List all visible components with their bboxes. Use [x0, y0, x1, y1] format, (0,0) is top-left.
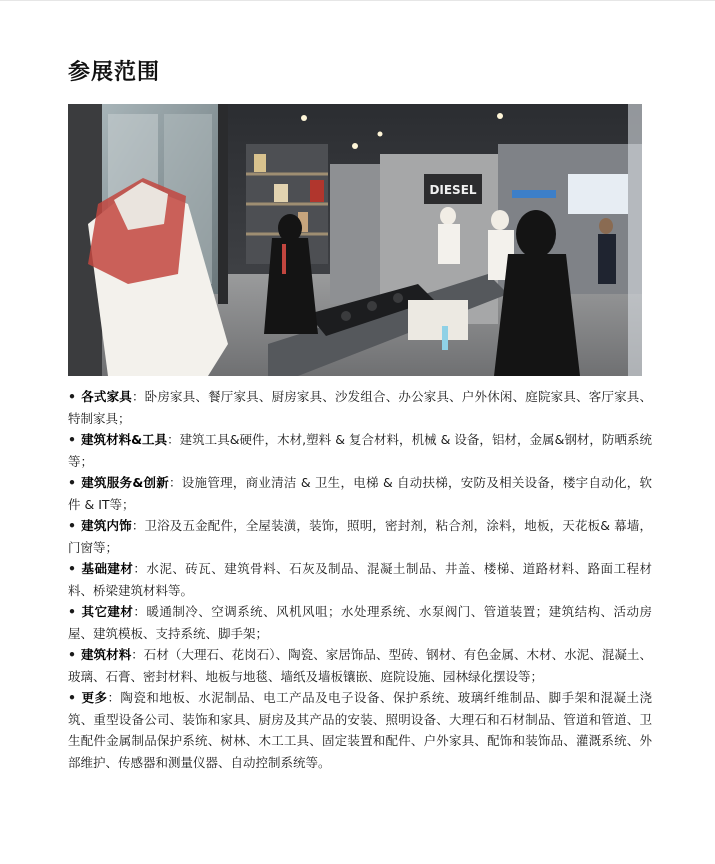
scope-text: ：建筑工具&硬件，木材,塑料 & 复合材料，机械 & 设备，铝材，金属&钢材，防晒系统等；: [68, 432, 652, 469]
exhibition-photo: [68, 104, 642, 376]
diesel-sign: DIESEL: [429, 183, 477, 197]
scope-text: ：水泥、砖瓦、建筑骨料、石灰及制品、混凝土制品、井盖、楼梯、道路材料、路面工程材料、桥梁建筑材料等。: [68, 561, 652, 598]
scope-item-basic-materials: [68, 558, 652, 601]
scope-term: 建筑材料: [81, 647, 132, 662]
scope-term: 各式家具: [81, 389, 132, 404]
scope-text: ：暖通制冷、空调系统、风机风咀；水处理系统、水泵阀门、管道装置；建筑结构、活动房屋、建筑模板、支持系统、脚手架；: [68, 604, 652, 641]
exhibition-booth-illustration: [68, 104, 642, 376]
scope-term: 基础建材: [81, 561, 134, 576]
scope-term: 建筑服务&创新: [81, 475, 170, 490]
scope-term: 建筑内饰: [81, 518, 132, 533]
scope-term: 更多: [81, 690, 108, 705]
scope-item-building-services: [68, 472, 652, 515]
scope-text: ：陶瓷和地板、水泥制品、电工产品及电子设备、保护系统、玻璃纤维制品、脚手架和混凝土浇筑、重型设备公司、装饰和家具、厨房及其产品的安装、照明设备、大理石和石材制品、管道和管道、卫生配件金属制品保护系统、树林、木工工具、固定装置和配件、户外家具、配饰和装饰品、灌溉系统、外部维护、传感器和测量仪器、自动控制系统等。: [68, 690, 652, 770]
scope-text: ：卫浴及五金配件，全屋装潢，装饰，照明，密封剂，粘合剂，涂料，地板，天花板& 幕墙，门窗等；: [68, 518, 652, 555]
scope-text: ：石材（大理石、花岗石）、陶瓷、家居饰品、型砖、钢材、有色金属、木材、水泥、混凝土、玻璃、石膏、密封材料、地板与地毯、墙纸及墙板镶嵌、庭院设施、园林绿化摆设等；: [68, 647, 652, 684]
bullet-icon: •: [68, 647, 76, 662]
bullet-icon: •: [68, 389, 76, 404]
bullet-icon: •: [68, 518, 76, 533]
exhibition-scope-list: [68, 386, 652, 773]
bullet-icon: •: [68, 561, 76, 576]
scope-term: 建筑材料&工具: [81, 432, 168, 447]
scope-item-building-materials-tools: [68, 429, 652, 472]
scope-text: ：设施管理，商业清洁 & 卫生，电梯 & 自动扶梯，安防及相关设备，楼宇自动化，软件 & IT等；: [68, 475, 653, 512]
scope-item-other-materials: [68, 601, 652, 644]
bullet-icon: •: [68, 475, 76, 490]
scope-item-more: [68, 687, 652, 773]
scope-term: 其它建材: [81, 604, 134, 619]
scope-text: ：卧房家具、餐厅家具、厨房家具、沙发组合、办公家具、户外休闲、庭院家具、客厅家具、特制家具；: [68, 389, 652, 426]
scope-item-interiors: [68, 515, 652, 558]
bullet-icon: •: [68, 432, 76, 447]
scope-item-furniture: [68, 386, 652, 429]
bullet-icon: •: [68, 690, 76, 705]
document-page: [68, 58, 652, 773]
page-title: 参展范围: [68, 60, 161, 85]
bullet-icon: •: [68, 604, 76, 619]
top-divider: [0, 0, 715, 1]
scope-item-construction-materials: [68, 644, 652, 687]
